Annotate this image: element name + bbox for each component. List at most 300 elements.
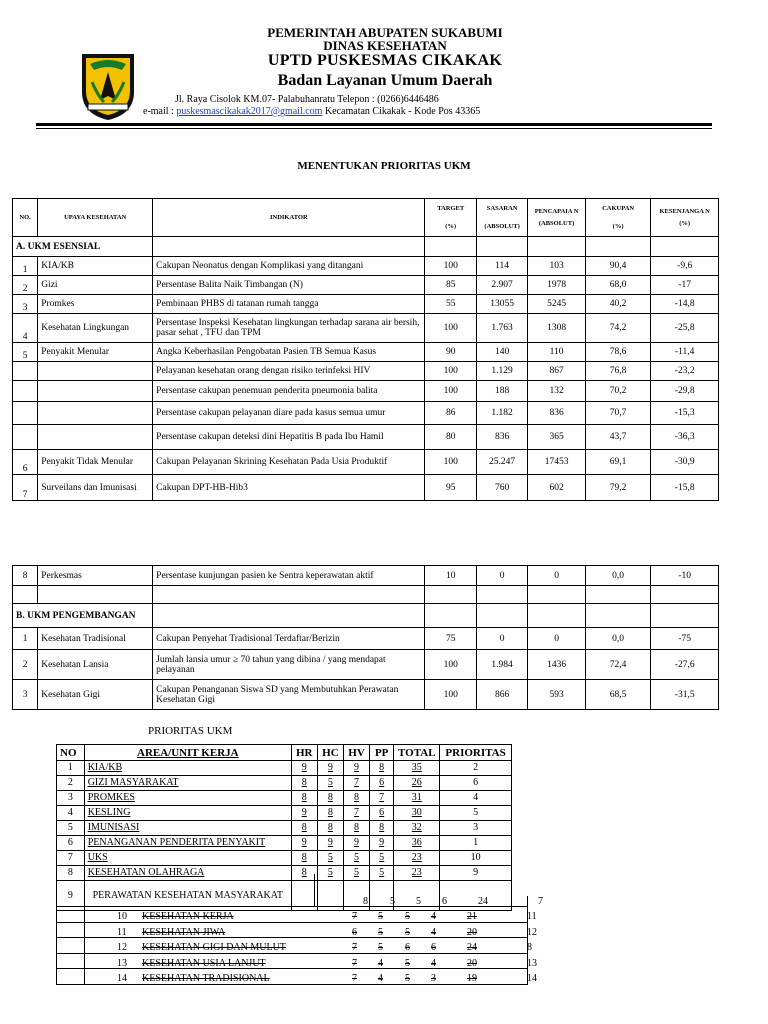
extra-row-no: 14 — [117, 973, 127, 984]
row-pencapaian: 867 — [528, 362, 585, 381]
row-indikator: Persentase Balita Naik Timbangan (N) — [153, 276, 425, 295]
header-rule-thin — [36, 128, 712, 129]
header-address: Jl. Raya Cisolok KM.07- Palabuhanratu Telepon : (0266)6446486 — [175, 94, 439, 105]
extra-row-hc: 4 — [378, 957, 383, 969]
table-row — [13, 628, 719, 650]
row-no: 1 — [13, 628, 38, 650]
row-pp: 7 — [369, 791, 394, 806]
row-no: 9 — [57, 881, 85, 911]
row-hc: 8 — [317, 791, 344, 806]
row-pp: 6 — [369, 806, 394, 821]
extra-row-hc: 5 — [378, 926, 383, 938]
row-no: 4 — [57, 806, 85, 821]
row-pencapaian: 365 — [528, 425, 585, 450]
row-upaya: Kesehatan Gigi — [38, 680, 153, 710]
row-hv: 7 — [344, 806, 370, 821]
row-kesenjangan: -10 — [651, 566, 719, 586]
row-cakupan: 70,2 — [585, 381, 651, 402]
row-pencapaian: 0 — [528, 628, 585, 650]
col-target: TARGET (%) — [425, 199, 476, 237]
extra-row-hr: 7 — [352, 957, 357, 969]
row9-hc: 5 — [390, 896, 395, 907]
row-indikator: Angka Keberhasilan Pengobatan Pasien TB Semua Kasus — [153, 343, 425, 362]
grid-line — [56, 937, 528, 938]
row-no: 8 — [13, 566, 38, 586]
grid-line — [56, 953, 528, 954]
row-no: 2 — [13, 650, 38, 680]
col-sasaran: SASARAN (ABSOLUT) — [476, 199, 527, 237]
row-target: 100 — [425, 257, 476, 276]
grid-line — [56, 984, 528, 985]
row-sasaran: 836 — [476, 425, 527, 450]
table-row — [13, 475, 719, 501]
extra-row-hv: 5 — [405, 926, 410, 938]
col-total: TOTAL — [394, 745, 440, 761]
row-hr: 9 — [291, 836, 317, 851]
row-hr: 8 — [291, 821, 317, 836]
row-cakupan: 43,7 — [585, 425, 651, 450]
row-sasaran: 866 — [476, 680, 527, 710]
extra-row-no: 11 — [117, 926, 127, 938]
row-indikator: Persentase cakupan penemuan penderita pneumonia balita — [153, 381, 425, 402]
table-row — [13, 343, 719, 362]
row-no: 6 — [57, 836, 85, 851]
col-area: AREA/UNIT KERJA — [84, 745, 291, 761]
col-hc: HC — [317, 745, 344, 761]
email-label: e-mail : — [143, 106, 177, 117]
row-cakupan: 74,2 — [585, 314, 651, 343]
col-hv: HV — [344, 745, 370, 761]
email-link[interactable]: puskesmascikakak2017@gmail.com — [176, 106, 323, 117]
row-prioritas: 3 — [440, 821, 512, 836]
row-total: 35 — [394, 761, 440, 776]
row-sasaran: 0 — [476, 628, 527, 650]
row-prioritas: 9 — [440, 866, 512, 881]
prioritas-table — [56, 744, 512, 911]
row-cakupan: 0,0 — [585, 566, 651, 586]
row-hv: 7 — [344, 776, 370, 791]
row-hv: 8 — [344, 791, 370, 806]
row-target: 86 — [425, 402, 476, 425]
extra-row-pp: 4 — [431, 926, 436, 938]
extra-row-hc: 4 — [378, 973, 383, 984]
row-no: 3 — [13, 680, 38, 710]
document-title: MENENTUKAN PRIORITAS UKM — [297, 160, 471, 172]
row-kesenjangan: -25,8 — [651, 314, 719, 343]
row-upaya — [38, 402, 153, 425]
row-hc: 8 — [317, 806, 344, 821]
row-pencapaian: 132 — [528, 381, 585, 402]
row9-hv: 5 — [416, 896, 421, 907]
row-indikator: Persentase cakupan deteksi dini Hepatitis B pada Ibu Hamil — [153, 425, 425, 450]
row-pp: 5 — [369, 851, 394, 866]
col-no: NO. — [13, 199, 38, 237]
row-pencapaian: 110 — [528, 343, 585, 362]
row-cakupan: 90,4 — [585, 257, 651, 276]
extra-row-area: KESEHATAN TRADISIONAL — [142, 973, 270, 984]
row-kesenjangan: -15,8 — [651, 475, 719, 501]
row-target: 100 — [425, 362, 476, 381]
grid-line — [56, 968, 528, 969]
row9-hr: 8 — [363, 896, 368, 907]
row-upaya: Promkes — [38, 295, 153, 314]
row-pp: 6 — [369, 776, 394, 791]
extra-row-prioritas: 8 — [527, 942, 532, 953]
row-indikator: Pelayanan kesehatan orang dengan risiko terinfeksi HIV — [153, 362, 425, 381]
row-no — [13, 402, 38, 425]
extra-row-hc: 5 — [378, 942, 383, 953]
col-pp: PP — [369, 745, 394, 761]
row-cakupan: 0,0 — [585, 628, 651, 650]
row-no: 8 — [57, 866, 85, 881]
row-indikator: Cakupan Pelayanan Skrining Kesehatan Pada Usia Produktif — [153, 450, 425, 475]
row-target: 100 — [425, 314, 476, 343]
row-pencapaian: 602 — [528, 475, 585, 501]
row-pencapaian: 1308 — [528, 314, 585, 343]
row-cakupan: 68,0 — [585, 276, 651, 295]
extra-row-total: 19 — [467, 973, 477, 984]
row-indikator: Persentase Inspeksi Kesehatan lingkungan terhadap sarana air bersih, pasar sehat , TFU dan TPM — [153, 314, 425, 343]
extra-row-prioritas: 14 — [527, 973, 537, 984]
row-pencapaian: 5245 — [528, 295, 585, 314]
prioritas-header — [57, 745, 512, 761]
row-hr: 8 — [291, 791, 317, 806]
row-indikator: Cakupan Neonatus dengan Komplikasi yang ditangani — [153, 257, 425, 276]
row-kesenjangan: -29,8 — [651, 381, 719, 402]
col-hr: HR — [291, 745, 317, 761]
row-area: KESLING — [84, 806, 291, 821]
row-cakupan: 72,4 — [585, 650, 651, 680]
row-upaya: Gizi — [38, 276, 153, 295]
extra-row-hv: 5 — [405, 973, 410, 984]
row-area: GIZI MASYARAKAT — [84, 776, 291, 791]
table-row — [13, 680, 719, 710]
row-prioritas: 10 — [440, 851, 512, 866]
row-hr: 8 — [291, 776, 317, 791]
row9-pp: 6 — [442, 896, 447, 907]
ukm-table-header — [13, 199, 719, 237]
prioritas-rows — [57, 761, 512, 881]
grid-line — [56, 922, 528, 923]
row-total: 26 — [394, 776, 440, 791]
col-cakupan: CAKUPAN (%) — [585, 199, 651, 237]
row-pp: 5 — [369, 866, 394, 881]
table-row — [13, 362, 719, 381]
section-b-label: B. UKM PENGEMBANGAN — [13, 604, 153, 628]
row-hc: 9 — [317, 836, 344, 851]
row-pp: 9 — [369, 836, 394, 851]
row-pencapaian: 17453 — [528, 450, 585, 475]
ukm-pengembangan-rows — [13, 628, 719, 710]
row-cakupan: 78,6 — [585, 343, 651, 362]
row-no: 3 — [13, 295, 38, 314]
row-total: 23 — [394, 866, 440, 881]
row-prioritas: 1 — [440, 836, 512, 851]
row-no: 4 — [13, 314, 38, 343]
row-total: 32 — [394, 821, 440, 836]
extra-row-hr: 6 — [352, 926, 357, 938]
row-sasaran: 1.984 — [476, 650, 527, 680]
row-sasaran: 25.247 — [476, 450, 527, 475]
row-kesenjangan: -17 — [651, 276, 719, 295]
extra-row-hv: 5 — [405, 911, 410, 922]
row-upaya: Kesehatan Tradisional — [38, 628, 153, 650]
row-indikator: Jumlah lansia umur ≥ 70 tahun yang dibina / yang mendapat pelayanan — [153, 650, 425, 680]
table-row — [13, 650, 719, 680]
header-rule-thick — [36, 123, 712, 126]
extra-row-hv: 6 — [405, 942, 410, 953]
row-no — [13, 362, 38, 381]
table-row — [57, 806, 512, 821]
row-upaya — [38, 362, 153, 381]
row-hc: 5 — [317, 866, 344, 881]
table-row — [13, 402, 719, 425]
row-no: 5 — [13, 343, 38, 362]
row-upaya: Kesehatan Lansia — [38, 650, 153, 680]
table-row — [57, 866, 512, 881]
grid-line — [56, 906, 528, 907]
row-area: KESEHATAN OLAHRAGA — [84, 866, 291, 881]
row-cakupan: 79,2 — [585, 475, 651, 501]
extra-row-prioritas: 11 — [527, 911, 537, 922]
row-prioritas: 4 — [440, 791, 512, 806]
col-prioritas: PRIORITAS — [440, 745, 512, 761]
row-pencapaian: 1978 — [528, 276, 585, 295]
row-sasaran: 2.907 — [476, 276, 527, 295]
row-kesenjangan: -75 — [651, 628, 719, 650]
row-area: PERAWATAN KESEHATAN MASYARAKAT — [84, 881, 291, 911]
row-hc: 5 — [317, 776, 344, 791]
row-upaya: Kesehatan Lingkungan — [38, 314, 153, 343]
row-no — [13, 381, 38, 402]
row-no: 1 — [57, 761, 85, 776]
section-b-row — [13, 604, 719, 628]
row-kesenjangan: -15,3 — [651, 402, 719, 425]
row-no: 3 — [57, 791, 85, 806]
table-row — [13, 257, 719, 276]
row-upaya — [38, 425, 153, 450]
row9-prioritas: 7 — [538, 896, 543, 907]
row-sasaran: 188 — [476, 381, 527, 402]
row-indikator: Pembinaan PHBS di tatanan rumah tangga — [153, 295, 425, 314]
row-hc: 9 — [317, 761, 344, 776]
col-upaya: UPAYA KESEHATAN — [38, 199, 153, 237]
row-indikator: Cakupan Penanganan Siswa SD yang Membutuhkan Perawatan Kesehatan Gigi — [153, 680, 425, 710]
row-target: 100 — [425, 680, 476, 710]
row-sasaran: 13055 — [476, 295, 527, 314]
extra-row-no: 12 — [117, 942, 127, 953]
row-hr: 9 — [291, 761, 317, 776]
row-pp: 8 — [369, 761, 394, 776]
empty-row — [13, 586, 719, 604]
row-total: 23 — [394, 851, 440, 866]
table-row — [57, 791, 512, 806]
row-sasaran: 1.763 — [476, 314, 527, 343]
row-no: 7 — [13, 475, 38, 501]
row-upaya: Perkesmas — [38, 566, 153, 586]
table-row — [13, 276, 719, 295]
extra-row-hr: 7 — [352, 942, 357, 953]
row-upaya: KIA/KB — [38, 257, 153, 276]
table-row — [13, 425, 719, 450]
row-kesenjangan: -30,9 — [651, 450, 719, 475]
extra-row-pp: 4 — [431, 911, 436, 922]
row-no: 1 — [13, 257, 38, 276]
row-prioritas: 5 — [440, 806, 512, 821]
extra-row-hr: 7 — [352, 973, 357, 984]
row-hv: 8 — [344, 821, 370, 836]
row-indikator: Persentase cakupan pelayanan diare pada kasus semua umur — [153, 402, 425, 425]
row-indikator: Cakupan Penyehat Tradisional Terdaftar/Berizin — [153, 628, 425, 650]
table-row — [57, 851, 512, 866]
header-government: PEMERINTAH ABUPATEN SUKABUMI — [267, 25, 503, 40]
row-target: 100 — [425, 450, 476, 475]
header-department: DINAS KESEHATAN — [323, 38, 447, 53]
table-row — [13, 314, 719, 343]
row-sasaran: 1.182 — [476, 402, 527, 425]
extra-row-area: KESEHATAN KERJA — [142, 911, 234, 922]
row-pencapaian: 836 — [528, 402, 585, 425]
row-target: 100 — [425, 650, 476, 680]
row-no: 6 — [13, 450, 38, 475]
row-kesenjangan: -36,3 — [651, 425, 719, 450]
row-no: 2 — [13, 276, 38, 295]
row-indikator: Cakupan DPT-HB-Hib3 — [153, 475, 425, 501]
row-prioritas: 2 — [440, 761, 512, 776]
row-area: IMUNISASI — [84, 821, 291, 836]
extra-row-area: KESEHATAN JIWA — [142, 926, 226, 938]
grid-line — [527, 896, 528, 984]
extra-row-prioritas: 12 — [527, 926, 537, 938]
row-target: 55 — [425, 295, 476, 314]
table-row — [57, 836, 512, 851]
row-total: 36 — [394, 836, 440, 851]
ukm-table — [12, 198, 719, 501]
table-row — [13, 566, 719, 586]
row-upaya: Penyakit Menular — [38, 343, 153, 362]
grid-line — [314, 874, 315, 906]
row-no: 5 — [57, 821, 85, 836]
row-pencapaian: 593 — [528, 680, 585, 710]
row-hc: 5 — [317, 851, 344, 866]
row-hc: 8 — [317, 821, 344, 836]
header-blud: Badan Layanan Umum Daerah — [277, 72, 493, 89]
table-row — [13, 295, 719, 314]
col-indikator: INDIKATOR — [153, 199, 425, 237]
row-hr: 9 — [291, 806, 317, 821]
row-area: UKS — [84, 851, 291, 866]
extra-row-prioritas: 13 — [527, 957, 537, 969]
row-pp: 8 — [369, 821, 394, 836]
extra-row-area: KESEHATAN USIA LANJUT — [142, 957, 266, 969]
row9-total: 24 — [478, 896, 488, 907]
row-pencapaian: 103 — [528, 257, 585, 276]
row-area: PENANGANAN PENDERITA PENYAKIT — [84, 836, 291, 851]
row-upaya — [38, 381, 153, 402]
row-kesenjangan: -23,2 — [651, 362, 719, 381]
government-logo — [80, 52, 136, 122]
row-target: 80 — [425, 425, 476, 450]
email-suffix: Kecamatan Cikakak - Kode Pos 43365 — [322, 106, 481, 117]
ukm-table-continued — [12, 565, 719, 710]
extra-row-area: KESEHATAN GIGI DAN MULUT — [142, 942, 286, 953]
row-kesenjangan: -27,6 — [651, 650, 719, 680]
extra-row-no: 13 — [117, 957, 127, 969]
row-kesenjangan: -11,4 — [651, 343, 719, 362]
row-area: PROMKES — [84, 791, 291, 806]
extra-row-pp: 6 — [431, 942, 436, 953]
row-cakupan: 68,5 — [585, 680, 651, 710]
row-target: 75 — [425, 628, 476, 650]
row-cakupan: 70,7 — [585, 402, 651, 425]
extra-row-hc: 5 — [378, 911, 383, 922]
table-row — [13, 381, 719, 402]
row-cakupan: 40,2 — [585, 295, 651, 314]
row-kesenjangan: -31,5 — [651, 680, 719, 710]
extra-row-no: 10 — [117, 911, 127, 922]
grid-line — [56, 906, 57, 984]
row-sasaran: 1.129 — [476, 362, 527, 381]
extra-row-total: 20 — [467, 957, 477, 969]
row-upaya: Penyakit Tidak Menular — [38, 450, 153, 475]
row-prioritas: 6 — [440, 776, 512, 791]
row-hv: 5 — [344, 866, 370, 881]
row-sasaran: 114 — [476, 257, 527, 276]
section-a-label: A. UKM ESENSIAL — [13, 237, 153, 257]
row-no: 7 — [57, 851, 85, 866]
row-hv: 9 — [344, 836, 370, 851]
row-hr: 8 — [291, 851, 317, 866]
table-row — [13, 450, 719, 475]
row-pencapaian: 0 — [528, 566, 585, 586]
row-total: 31 — [394, 791, 440, 806]
extra-row-pp: 3 — [431, 973, 436, 984]
row-hr: 8 — [291, 866, 317, 881]
row-no — [13, 425, 38, 450]
row-no: 2 — [57, 776, 85, 791]
row-kesenjangan: -9,6 — [651, 257, 719, 276]
extra-row-total: 21 — [467, 911, 477, 922]
header-puskesmas: UPTD PUSKESMAS CIKAKAK — [267, 52, 503, 69]
header-email-line — [143, 106, 480, 117]
row-sasaran: 0 — [476, 566, 527, 586]
row-sasaran: 760 — [476, 475, 527, 501]
prioritas-title: PRIORITAS UKM — [148, 725, 233, 737]
row-target: 10 — [425, 566, 476, 586]
row-sasaran: 140 — [476, 343, 527, 362]
ukm-esensial-rows — [13, 257, 719, 501]
row-kesenjangan: -14,8 — [651, 295, 719, 314]
extra-row-pp: 4 — [431, 957, 436, 969]
row-hv: 9 — [344, 761, 370, 776]
row-total: 30 — [394, 806, 440, 821]
col-no: NO — [57, 745, 85, 761]
section-a-row — [13, 237, 719, 257]
col-kesenjangan: KESENJANGA N (%) — [651, 199, 719, 237]
row-area: KIA/KB — [84, 761, 291, 776]
table-row — [57, 821, 512, 836]
grid-line — [84, 906, 85, 984]
extra-row-total: 24 — [467, 942, 477, 953]
row-cakupan: 76,8 — [585, 362, 651, 381]
row-target: 100 — [425, 381, 476, 402]
row-target: 85 — [425, 276, 476, 295]
row-target: 90 — [425, 343, 476, 362]
extra-row-hv: 5 — [405, 957, 410, 969]
row-upaya: Surveilans dan Imunisasi — [38, 475, 153, 501]
row-pencapaian: 1436 — [528, 650, 585, 680]
row-cakupan: 69,1 — [585, 450, 651, 475]
